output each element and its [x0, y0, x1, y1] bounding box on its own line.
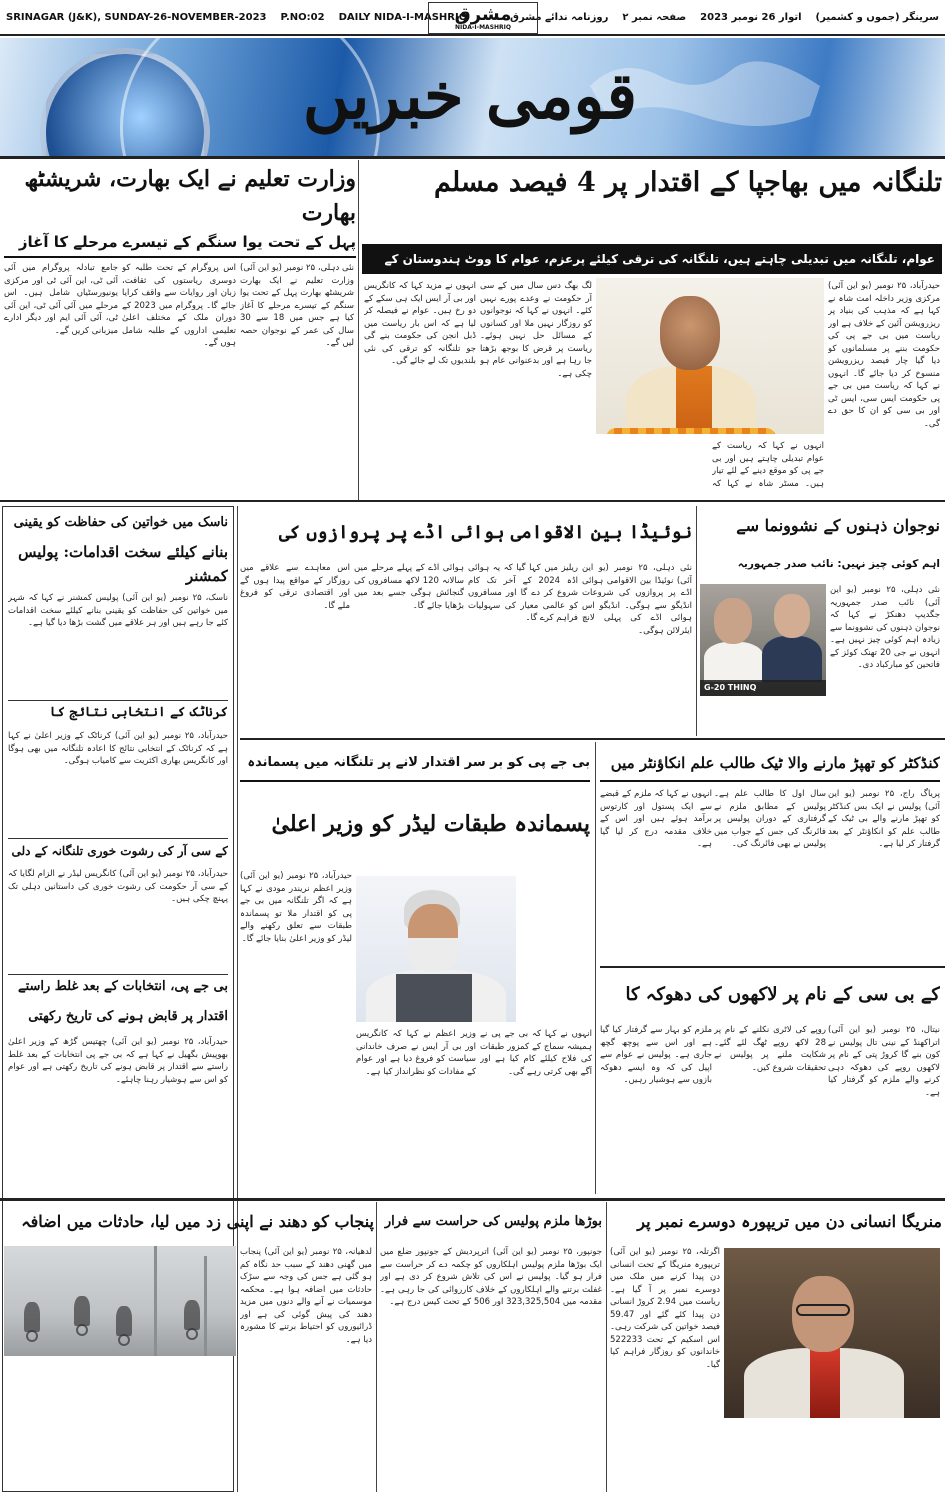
- kbc-col-2: روپے کی لاٹری نکلنے کے نام پر 28 لاکھ روپے ٹھگ لئے گئے۔ شکایت ملنے پر پولیس نے تحقیقات شروع کیں۔: [714, 1025, 826, 1073]
- divider: [0, 1198, 945, 1201]
- kcr-body: حیدرآباد، ۲۵ نومبر (یو این آئی) کانگریس لیڈر نے الزام لگایا کہ کے سی آر حکومت کی رشوت خوری کی داستانیں دہلی تک پہنچ چکی ہیں۔: [8, 869, 228, 904]
- column-rule: [606, 1202, 607, 1492]
- headline-kbc-fraud: کے بی سی کے نام پر لاکھوں کی دھوکہ کا: [625, 984, 940, 1005]
- headline-youth: نوجوان ذہنوں کے نشوونما سے: [736, 516, 940, 535]
- headline-old-accused: بوڑھا ملزم پولیس کی حراست سے فرار: [384, 1214, 602, 1229]
- headline-student-arrest: کنڈکٹر کو تھپڑ مارنے والا ٹیک طالب علم انکاؤنٹر میں: [600, 746, 940, 782]
- backward-col-2: انہوں نے کہا کہ بی جے پی نے ہمیشہ سماج کے کمزور طبقات کی فلاح کیلئے کام کیا ہے اور آگے بھی کرتی رہے گی۔: [480, 1029, 592, 1077]
- divider: [0, 500, 945, 502]
- headline-education: وزارت تعلیم نے ایک بھارت، شریشٹھ بھارت: [24, 166, 356, 226]
- divider: [240, 738, 945, 740]
- telangana-main-col-2: انہوں نے کہا کہ ریاست کے عوام تبدیلی چاہتے ہیں اور بی جے پی کو موقع دینے کے لئے تیار ہیں۔ مسٹر شاہ نے کہا کہ: [712, 441, 824, 489]
- headline-backward-classes: بی جے پی کو بر سر اقتدار لانے پر تلنگانہ میں پسماندہ: [240, 746, 590, 782]
- telangana-main-col-3: لگ بھگ دس سال میں کے سی آر حکومت نے وعدے پورے نہیں کئے۔ انہوں نے کہا کہ نوجوانوں کو روزگار نہیں ملا اور کسانوں کے مسائل حل نہیں ہوئے۔ ریاست پر قرض کا بوجھ بڑھتا جا رہا ہے اور بدعنوانی عام ہو چکی ہے۔: [480, 281, 592, 379]
- headline-noida: نوئیڈا بین الاقوامی ہوائی اڈے پر پروازوں کی: [278, 522, 692, 543]
- headline-kcr: کے سی آر کی رشوت خوری تلنگانہ کے دلی: [8, 838, 228, 864]
- masthead-page-no: P.NO:02: [280, 11, 325, 23]
- kbc-col-3: ملزم کو بہار سے گرفتار کیا گیا ہے اور اس سے پوچھ گچھ جاری ہے۔ پولیس نے عوام سے اپیل کی کہ وہ ایسے دھوکہ بازوں سے ہوشیار رہیں۔: [600, 1025, 712, 1085]
- photo-amit-shah: [596, 278, 824, 434]
- newspaper-logo: [428, 2, 538, 34]
- headline-karnataka: کرناٹک کے انتخابی نتائج کا: [8, 700, 228, 726]
- youth-body: نئی دہلی، ۲۵ نومبر (یو این آئی) نائب صدر جمہوریہ جگدیپ دھنکڑ نے کہا کہ نوجوان ذہنوں کی نشوونما سے زیادہ اہم کوئی چیز نہیں ہے۔ انہوں نے جی 20 تھنک کوئز کے فاتحین کو مبارکباد دی۔: [830, 585, 940, 670]
- photo-modi: [356, 876, 516, 1022]
- masthead-page-ur: صفحہ نمبر ۲: [622, 11, 687, 23]
- mgnrega-body: اگرتلہ، ۲۵ نومبر (یو این آئی) تریپورہ منریگا کے تحت انسانی دن پیدا کرنے میں ملک میں دوسرے نمبر پر آ گیا ہے۔ ریاست میں 2.94 کروڑ انسانی دن پیدا کئے گئے اور 59.47 فیصد خواتین کی شرکت رہی۔ اس اسکیم کے تحت 522233 خاندانوں کو روزگار فراہم کیا گیا۔: [610, 1247, 720, 1370]
- subhead-backward-classes: پسماندہ طبقات لیڈر کو وزیر اعلیٰ: [271, 811, 590, 837]
- education-col-2: اس پروگرام کے تحت طلبہ کو دوسری ریاستوں کی ثقافت، زبان اور روایات سے واقف کرایا جائے گا۔ پروگرام میں 2023 کے دوران ملک کے مختلف اعلیٰ تعلیمی اداروں کے طلبہ شامل ہوں گے۔: [122, 263, 236, 348]
- backward-col-3: وزیر اعظم نے کہا کہ کانگریس اور بی آر ایس نے صرف خاندانی سیاست کو فروغ دیا ہے اور عوام کے مفادات کو نظرانداز کیا ہے۔: [356, 1029, 476, 1077]
- old-accused-body: جونپور، ۲۵ نومبر (یو این آئی) اترپردیش کے جونپور ضلع میں ایک بوڑھا ملزم پولیس اہلکاروں کو چکمہ دے کر حراست سے فرار ہو گیا۔ پولیس نے اس کی تلاش شروع کر دی ہے اور غفلت برتنے والے اہلکاروں کے خلاف کارروائی کی جا رہی ہے۔ مقدمہ میں 323,325,504 اور 506 کے تحت کیس درج ہے۔: [380, 1247, 602, 1307]
- masthead-paper-name: DAILY NIDA-I-MASHRIQ: [338, 11, 468, 23]
- headline-bjp-elections: بی جے پی، انتخابات کے بعد غلط راستے: [8, 974, 228, 1000]
- divider: [0, 156, 945, 159]
- headline-mgnrega: منریگا انسانی دن میں تریپورہ دوسرے نمبر پر: [637, 1212, 942, 1231]
- masthead-paper-ur: روزنامہ ندائے مشرق: [510, 11, 609, 23]
- headline-nasik: ناسک میں خواتین کی حفاظت کو یقینی: [13, 515, 228, 530]
- bjp-elections-body: حیدرآباد، ۲۵ نومبر (یو این آئی) چھتیس گڑھ کے وزیر اعلیٰ بھوپیش بگھیل نے کہا ہے کہ بی جے پی انتخابات کے بعد غلط راستے سے اقتدار پر قابض ہونے کی تاریخ رکھتی ہے اور عوام کو اس سے ہوشیار رہنا چاہئے۔: [8, 1037, 228, 1085]
- subhead-education: پہل کے تحت یوا سنگم کے تیسرے مرحلے کا آغاز: [4, 228, 356, 258]
- divider: [600, 966, 945, 968]
- fog-body: لدھیانہ، ۲۵ نومبر (یو این آئی) پنجاب میں گھنی دھند کے سبب حد نگاہ کم ہو گئی ہے جس کی وجہ سے سڑک حادثات میں اضافہ ہوا ہے۔ محکمہ موسمیات نے آنے والے دنوں میں مزید دھند کی پیش گوئی کی ہے اور ڈرائیوروں کو احتیاط برتنے کا مشورہ دیا ہے۔: [240, 1247, 372, 1345]
- noida-col-2: ریلیز میں کہا گیا کہ یہ ہوائی اڈہ 2024 کے آخر تک کام شروع کر دے گا اور مسافروں کو عالمی معیار کی سہولیات فراہم کرے گا۔: [468, 563, 578, 623]
- education-col-1: نئی دہلی، ۲۵ نومبر (یو این آئی) وزارت تعلیم نے ایک بھارت شریشٹھ بھارت پہل کے تحت یوا سنگم کے تیسرے مرحلے کا آغاز کیا ہے جس میں 18 سے 30 سال کی عمر کے نوجوان حصہ لیں گے۔: [240, 263, 354, 348]
- nasik-body: ناسک، ۲۵ نومبر (یو این آئی) پولیس کمشنر نے کہا کہ شہر میں خواتین کی حفاظت کو یقینی بنانے کیلئے سخت اقدامات کئے جا رہے ہیں اور ہر علاقے میں گشت بڑھا دیا گیا ہے۔: [8, 593, 228, 628]
- photo-fog: [4, 1246, 236, 1356]
- student-col-2: سال اول کا طالب علم ہے۔ پولیس کے مطابق ملزم نے گرفتاری کے دوران پولیس پر فائرنگ کی جس کے جواب میں پولیس نے بھی فائرنگ کی۔: [714, 789, 826, 849]
- noida-col-3: ہوائی اڈے کے پہلے مرحلے میں سالانہ 120 لاکھ مسافروں کی گنجائش ہوگی جسے بعد میں بڑھایا جائے گا۔: [354, 563, 464, 611]
- kbc-col-1: نیتال، ۲۵ نومبر (یو این آئی) اتراکھنڈ کے نینی تال پولیس نے کون بنے گا کروڑ پتی کے نام پر لاکھوں روپے کی دھوکہ دہی کرنے والے ملزم کو گرفتار کیا ہے۔: [828, 1025, 940, 1098]
- column-rule: [696, 506, 697, 736]
- photo-dhankhar: [700, 584, 826, 696]
- subhead-nasik: بنانے کیلئے سخت اقدامات: پولیس کمشنر: [18, 543, 228, 585]
- headline-telangana-main: تلنگانہ میں بھاجپا کے اقتدار پر 4 فیصد مسلم: [434, 167, 942, 198]
- section-banner: [0, 38, 945, 156]
- student-col-3: انہوں نے کہا کہ ملزم کے قبضے سے ایک پستول اور کارتوس برآمد ہوئے ہیں اور اس کے خلاف مقدمہ درج کر لیا گیا ہے۔: [600, 789, 712, 849]
- column-rule: [595, 742, 596, 1194]
- masthead-city-ur: سرینگر (جموں و کشمیر): [815, 11, 939, 23]
- section-title: قومی خبریں: [302, 59, 638, 134]
- logo-text: مشرق: [454, 3, 512, 25]
- education-col-3: جامع تبادلہ پروگرام میں آئی آئی ٹی، این آئی ٹی اور مرکزی یونیورسٹیاں شامل ہیں۔ اس مرحلے میں آئی آئی ٹی، این آئی ٹی، آئی آئی ایم اور دیگر ادارے میزبانی کریں گے۔: [4, 263, 118, 336]
- karnataka-body: حیدرآباد، ۲۵ نومبر (یو این آئی) کرناٹک کے وزیر اعلیٰ نے کہا ہے کہ کرناٹک کے انتخابی نتائج کا اعادہ تلنگانہ میں بھی ہوگا اور کانگریس بھاری اکثریت سے کامیاب ہوگی۔: [8, 731, 228, 766]
- telangana-main-col-4: انہوں نے مزید کہا کہ کانگریس اور بی آر ایس ایک ہی سکے کے دو رخ ہیں۔ عوام نے فیصلہ کر لیا ہے کہ اس بار ریاست میں ڈبل انجن کی حکومت بنے گی جو تلنگانہ کو ترقی کی نئی بلندیوں تک لے جائے گی۔: [364, 281, 476, 366]
- logo-subtext: NIDA-I-MASHRIQ: [454, 23, 511, 31]
- column-rule: [376, 1202, 377, 1492]
- headline-fog-punjab: پنجاب کو دھند نے اپنی زد میں لیا، حادثات میں اضافہ: [21, 1212, 374, 1231]
- masthead-date-ur: اتوار 26 نومبر 2023: [700, 11, 802, 23]
- backward-col-1: حیدرآباد، ۲۵ نومبر (یو این آئی) وزیر اعظم نریندر مودی نے کہا ہے کہ اگر تلنگانہ میں بی جے پی کو اقتدار ملا تو پسماندہ طبقات سے تعلق رکھنے والے لیڈر کو وزیر اعلیٰ بنایا جائے گا۔: [240, 871, 352, 944]
- masthead: [0, 0, 945, 36]
- telangana-main-col-1: حیدرآباد، ۲۵ نومبر (یو این آئی) مرکزی وزیر داخلہ امت شاہ نے کہا ہے کہ مذہب کی بنیاد پر ریزرویشن آئین کے خلاف ہے اور ریاست میں بی جے پی کی حکومت بننے پر مسلمانوں کو دیا گیا چار فیصد ریزرویشن منسوخ کر دیا جائے گا۔ انہوں نے کہا کہ ریاست میں بی جے پی حکومت ایس سی، ایس ٹی اور بی سی کو ان کا حق دے گی۔: [828, 281, 940, 429]
- noida-col-4: اس معاہدے سے علاقے میں روزگار کے مواقع پیدا ہوں گے اور اقتصادی ترقی کو فروغ ملے گا۔: [240, 563, 350, 611]
- column-rule: [358, 160, 359, 500]
- column-rule: [237, 506, 238, 1492]
- subhead-telangana-main: عوام، تلنگانہ میں تبدیلی چاہتے ہیں، تلنگانہ کی ترقی کیلئے پرعزم، عوام کا ووٹ ہندوستان کے: [362, 244, 942, 274]
- photo-caption: G-20 THINQ: [700, 680, 826, 696]
- subhead-youth: اہم کوئی چیز نہیں: نائب صدر جمہوریہ: [737, 558, 940, 570]
- student-col-1: پریاگ راج، ۲۵ نومبر (یو این آئی) پولیس نے ایک بس کنڈکٹر کو تھپڑ مارنے والے بی ٹیک کے طالب علم کو انکاؤنٹر کے بعد گرفتار کر لیا ہے۔: [828, 789, 940, 849]
- subhead-bjp-elections: اقتدار پر قابض ہونے کی تاریخ رکھتی: [28, 1009, 228, 1024]
- noida-col-1: نئی دہلی، ۲۵ نومبر (یو این آئی) نوئیڈا بین الاقوامی ہوائی اڈے پر پروازوں کی شروعات انڈیگو سے ہوگی۔ انڈیگو اس ہوائی اڈے کی پہلی لانچ ایئرلائن ہوگی۔: [582, 563, 692, 636]
- masthead-city-date: SRINAGAR (J&K), SUNDAY-26-NOVEMBER-2023: [6, 11, 267, 23]
- photo-minister: [724, 1248, 940, 1418]
